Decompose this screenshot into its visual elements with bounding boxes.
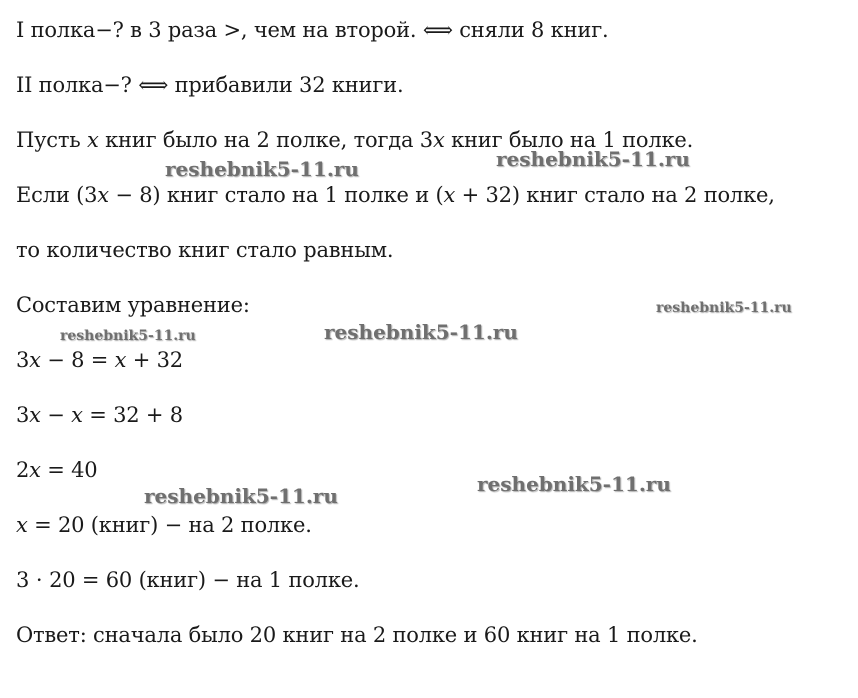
watermark: reshebnik5-11.ru — [656, 300, 792, 316]
answer-line: Ответ: сначала было 20 книг на 2 полке и 60 книг на 1 полке. — [16, 623, 698, 647]
watermark: reshebnik5-11.ru — [165, 157, 359, 181]
watermark: reshebnik5-11.ru — [144, 484, 338, 508]
text-line-4: Если (3𝑥 − 8) книг стало на 1 полке и (𝑥 + 32) книг стало на 2 полке, — [16, 183, 775, 207]
text-line-3: Пусть 𝑥 книг было на 2 полке, тогда 3𝑥 книг было на 1 полке. — [16, 128, 694, 152]
result-line-1: 𝑥 = 20 (книг) − на 2 полке. — [16, 513, 312, 537]
text-line-2: II полка−? ⟺ прибавили 32 книги. — [16, 73, 404, 97]
equation-line-2: 3𝑥 − 𝑥 = 32 + 8 — [16, 403, 183, 427]
text-line-1: I полка−? в 3 раза >, чем на второй. ⟺ сняли 8 книг. — [16, 18, 609, 42]
text-line-5: то количество книг стало равным. — [16, 238, 394, 262]
watermark: reshebnik5-11.ru — [60, 328, 196, 344]
watermark: reshebnik5-11.ru — [496, 147, 690, 171]
watermark: reshebnik5-11.ru — [477, 472, 671, 496]
result-line-2: 3 ⋅ 20 = 60 (книг) − на 1 полке. — [16, 568, 360, 592]
equation-line-1: 3𝑥 − 8 = 𝑥 + 32 — [16, 348, 183, 372]
equation-line-3: 2𝑥 = 40 — [16, 458, 98, 482]
watermark: reshebnik5-11.ru — [324, 320, 518, 344]
text-line-6: Составим уравнение: — [16, 293, 250, 317]
